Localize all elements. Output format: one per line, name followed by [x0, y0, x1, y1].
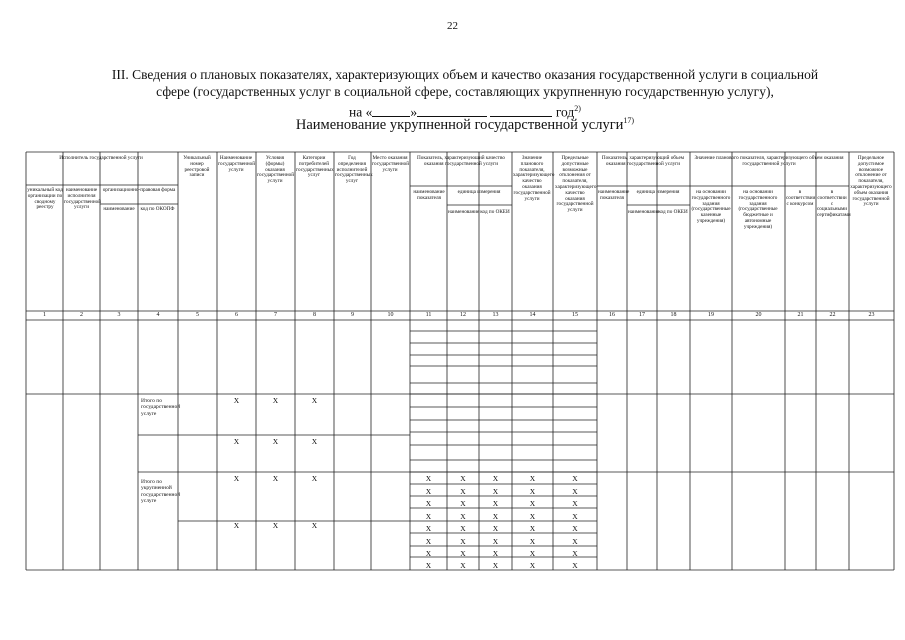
- cross-mark: X: [529, 512, 536, 521]
- hdr-executor-name: наименование исполнителя государственной услуги: [64, 187, 101, 211]
- cross-mark: X: [492, 512, 499, 521]
- year-word: год: [555, 104, 575, 120]
- col-num: 19: [708, 312, 714, 318]
- cross-mark: X: [460, 537, 466, 546]
- cross-mark: X: [492, 499, 499, 508]
- col-num: 7: [274, 312, 277, 318]
- page-number: 22: [447, 20, 458, 32]
- hdr-v-name: наименование показателя: [598, 189, 630, 201]
- total-service-label: Итого по государственной услуге: [141, 398, 181, 417]
- col-num: 13: [492, 312, 499, 318]
- hdr-org-legal-form: организационно-правовая форма: [102, 187, 176, 193]
- col-num: 2: [80, 312, 83, 318]
- col-num: 23: [868, 312, 875, 318]
- on-quote: »: [410, 104, 418, 120]
- cross-mark: X: [311, 396, 318, 405]
- hdr-registry-number: Уникальный номер реестровой записи: [183, 155, 211, 179]
- subtitle-text: Наименование укрупненной государственной услуги: [295, 116, 624, 133]
- cross-mark: X: [529, 499, 536, 508]
- cross-mark: X: [272, 474, 279, 483]
- hdr-vp-assignment-budget: на основании государственного задания (государственные бюджетные и автономные учреждения): [738, 189, 778, 230]
- cross-mark: X: [572, 474, 578, 483]
- cross-mark: X: [311, 474, 318, 483]
- hdr-executor-year: Год определения исполнителей государственных услуг: [335, 155, 373, 185]
- hdr-service-name: Наименование государственной услуги: [218, 155, 255, 173]
- hdr-volume-plan-group: Значение планового показателя, характеризующего объем оказания государственной услуги: [694, 155, 844, 167]
- cross-mark: X: [272, 437, 279, 446]
- col-num: 18: [670, 312, 677, 318]
- cross-mark: X: [460, 549, 466, 558]
- cross-mark: X: [529, 537, 536, 546]
- cross-mark: X: [311, 521, 318, 530]
- col-num: 6: [235, 312, 238, 318]
- col-num: 3: [117, 312, 121, 318]
- col-num: 22: [829, 312, 836, 318]
- col-num: 11: [425, 312, 432, 318]
- col-num: 10: [387, 312, 394, 318]
- cross-mark: X: [492, 561, 499, 570]
- total-consolidated-label: Итого по укрупненной государственной услуге: [141, 479, 181, 505]
- cross-mark: X: [572, 561, 578, 570]
- cross-mark: X: [492, 474, 499, 483]
- cross-mark: X: [460, 474, 466, 483]
- col-num: 5: [196, 312, 199, 318]
- col-num: 20: [755, 312, 762, 318]
- hdr-quality-plan: Значение планового показателя, характеризующего качество оказания государственной услуги: [513, 155, 555, 202]
- cross-mark: X: [272, 521, 279, 530]
- hdr-v-unit: единица измерения: [636, 189, 680, 195]
- cross-mark: X: [492, 524, 499, 533]
- hdr-executor-group: Исполнитель государственной услуги: [59, 155, 143, 161]
- cross-mark: X: [460, 499, 466, 508]
- cross-mark: X: [460, 512, 466, 521]
- hdr-unique-code: уникальный код организации по сводному реестру: [27, 187, 63, 211]
- cross-mark: X: [572, 487, 578, 496]
- cross-mark: X: [572, 537, 578, 546]
- col-num: 17: [639, 312, 645, 318]
- cross-mark: X: [425, 474, 432, 483]
- cross-mark: X: [460, 561, 466, 570]
- cross-mark: X: [233, 474, 240, 483]
- hdr-q-name: наименование показателя: [413, 189, 445, 201]
- cross-mark: X: [460, 487, 466, 496]
- title-line-2: сфере (государственных услуг в социальной сфере, составляющих укрупненную государственную услугу),: [156, 84, 774, 99]
- col-num: 14: [529, 312, 536, 318]
- cross-mark: X: [425, 499, 432, 508]
- col-num: 1: [43, 312, 46, 318]
- hdr-vp-certificate: в соответствии с социальными сертификатами: [817, 189, 851, 219]
- hdr-volume-group: Показатель, характеризующий объем оказания государственной услуги: [601, 155, 685, 167]
- cross-mark: X: [572, 549, 578, 558]
- cross-mark: X: [529, 474, 536, 483]
- cross-mark: X: [492, 487, 499, 496]
- year-footnote: 2): [574, 104, 581, 113]
- cross-mark: X: [272, 396, 279, 405]
- hdr-consumer-categories: Категории потребителей государственных услуг: [296, 155, 334, 179]
- cross-mark: X: [529, 524, 536, 533]
- cross-mark: X: [233, 437, 240, 446]
- cross-mark: X: [425, 487, 432, 496]
- cross-mark: X: [529, 561, 536, 570]
- cross-mark: X: [425, 537, 432, 546]
- cross-mark: X: [233, 521, 240, 530]
- cross-mark: X: [492, 549, 499, 558]
- cross-mark: X: [572, 524, 578, 533]
- cross-mark: X: [425, 549, 432, 558]
- cross-mark: X: [233, 396, 240, 405]
- cross-mark: X: [529, 487, 536, 496]
- hdr-olf-okopf: код по ОКОПФ: [140, 206, 175, 212]
- hdr-q-okei: код по ОКЕИ: [480, 209, 510, 215]
- cross-mark: X: [572, 512, 578, 521]
- hdr-q-unit-name: наименование: [448, 209, 480, 215]
- col-num: 8: [313, 312, 316, 318]
- col-num: 9: [351, 312, 354, 318]
- col-num: 12: [460, 312, 466, 318]
- cross-mark: X: [572, 499, 578, 508]
- hdr-volume-dev: Предельное допустимое возможное отклонение от показателя, характеризующего объем оказания государственной услуги: [850, 155, 892, 208]
- cross-mark: X: [492, 537, 499, 546]
- cross-mark: X: [311, 437, 318, 446]
- on-prefix: на «: [349, 104, 373, 120]
- cross-mark: X: [425, 512, 432, 521]
- hdr-v-okei: код по ОКЕИ: [658, 209, 688, 215]
- col-num: 15: [572, 312, 578, 318]
- hdr-service-place: Место оказания государственной услуги: [372, 155, 409, 173]
- hdr-olf-name: наименование: [103, 206, 135, 212]
- cross-mark: X: [529, 549, 536, 558]
- col-num: 16: [609, 312, 615, 318]
- hdr-service-form: Условия (формы) оказания государственной услуги: [257, 155, 294, 185]
- subtitle-footnote: 17): [623, 116, 635, 125]
- cross-mark: X: [425, 524, 432, 533]
- hdr-quality-dev: Предельные допустимые возможные отклонения от показателя, характеризующего качество оказания государственной услуги: [555, 155, 597, 214]
- cross-mark: X: [460, 524, 466, 533]
- hdr-q-unit: единица измерения: [457, 189, 501, 195]
- hdr-quality-group: Показатель, характеризующий качество оказания государственной услуги: [417, 155, 505, 167]
- hdr-vp-competition: в соответствии с конкурсом: [786, 189, 816, 207]
- col-num: 4: [156, 312, 160, 318]
- hdr-v-unit-name: наименование: [628, 209, 660, 215]
- title-line-1: III. Сведения о плановых показателях, характеризующих объем и качество оказания государственной услуги в социальной: [111, 67, 819, 82]
- col-num: 21: [797, 312, 804, 318]
- cross-mark: X: [425, 561, 432, 570]
- hdr-vp-assignment: на основании государственного задания (государственные казенные учреждения): [691, 189, 731, 224]
